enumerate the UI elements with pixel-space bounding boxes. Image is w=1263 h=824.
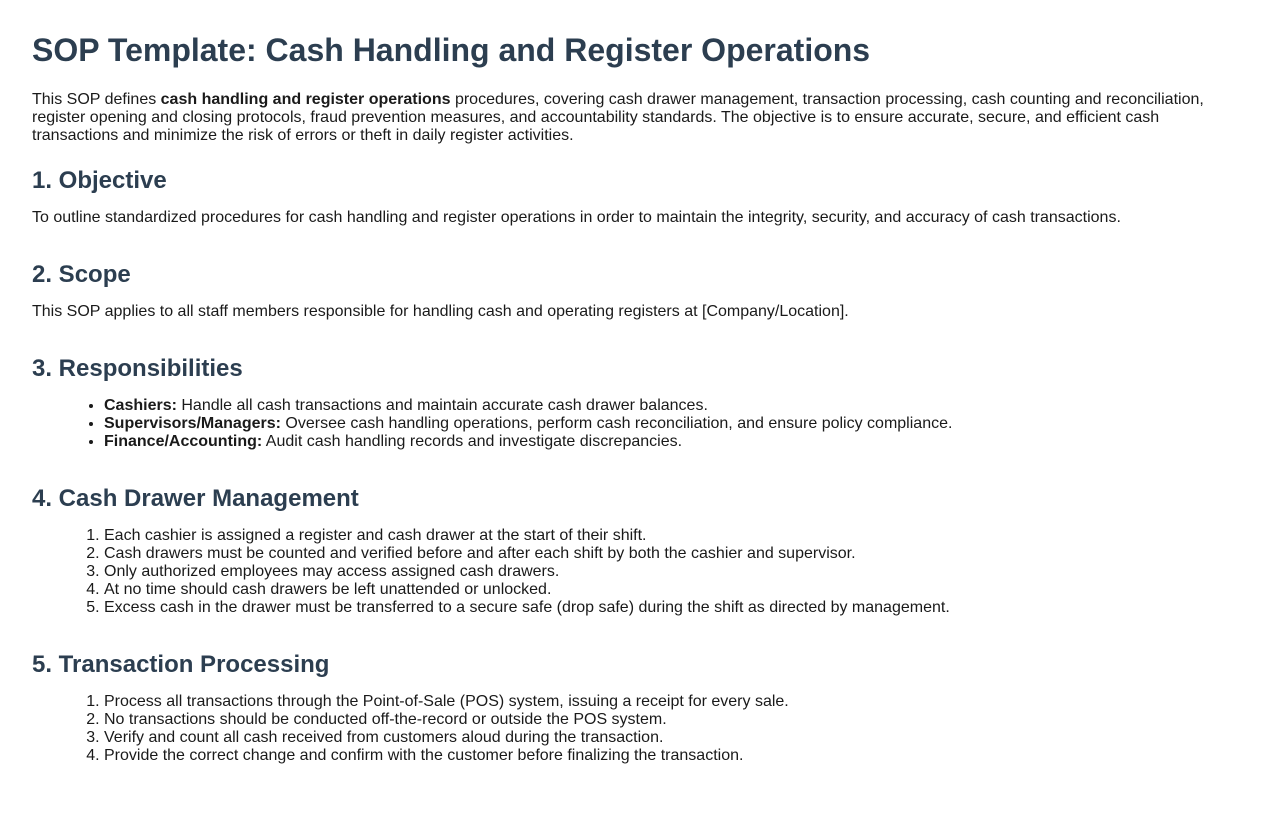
role-label: Finance/Accounting: xyxy=(104,433,263,450)
section-heading-transactions: 5. Transaction Processing xyxy=(32,651,330,678)
role-text: Audit cash handling records and investigate discrepancies. xyxy=(262,433,683,450)
drawer-list xyxy=(32,527,1231,617)
page-title: SOP Template: Cash Handling and Register Operations xyxy=(32,32,871,68)
intro-prefix: This SOP defines xyxy=(32,91,161,108)
transactions-list xyxy=(32,693,1231,765)
role-label: Cashiers: xyxy=(104,397,177,414)
section-heading-scope: 2. Scope xyxy=(32,261,131,288)
intro-paragraph xyxy=(32,91,1222,145)
list-item: 1. Each cashier is assigned a register and cash drawer at the start of their shift. xyxy=(104,527,1231,545)
role-text: Oversee cash handling operations, perform cash reconciliation, and ensure policy compliance. xyxy=(280,415,953,432)
role-text: Handle all cash transactions and maintain accurate cash drawer balances. xyxy=(176,397,708,414)
list-item: 1. Process all transactions through the Point-of-Sale (POS) system, issuing a receipt for every sale. xyxy=(104,693,1231,711)
intro-bold: cash handling and register operations xyxy=(160,91,451,108)
role-label: Supervisors/Managers: xyxy=(104,415,281,432)
section-heading-objective: 1. Objective xyxy=(32,167,167,194)
list-item: 4. At no time should cash drawers be left unattended or unlocked. xyxy=(104,581,1231,599)
section-heading-drawer: 4. Cash Drawer Management xyxy=(32,485,359,512)
section-heading-responsibilities: 3. Responsibilities xyxy=(32,355,243,382)
document xyxy=(0,30,1263,765)
list-item xyxy=(104,397,1231,415)
list-item: 2. No transactions should be conducted off-the-record or outside the POS system. xyxy=(104,711,1231,729)
intro-suffix: procedures, covering cash drawer management, transaction processing, cash counting and reconciliation, register opening and closing protocols, fraud prevention measures, and accountability standards. The objective is to ensure accurate, secure, and efficient cash transactions and minimize the risk of errors or theft in daily register activities. xyxy=(32,91,1204,144)
list-item xyxy=(104,415,1231,433)
list-item: 2. Cash drawers must be counted and verified before and after each shift by both the cashier and supervisor. xyxy=(104,545,1231,563)
list-item: 4. Provide the correct change and confirm with the customer before finalizing the transaction. xyxy=(104,747,1231,765)
list-item: 5. Excess cash in the drawer must be transferred to a secure safe (drop safe) during the shift as directed by management. xyxy=(104,599,1231,617)
list-item: 3. Verify and count all cash received from customers aloud during the transaction. xyxy=(104,729,1231,747)
list-item xyxy=(104,433,1231,451)
scope-text: This SOP applies to all staff members responsible for handling cash and operating registers at [Company/Location]. xyxy=(32,303,849,320)
objective-text: To outline standardized procedures for cash handling and register operations in order to maintain the integrity, security, and accuracy of cash transactions. xyxy=(32,209,1121,226)
responsibilities-list xyxy=(32,397,1231,451)
list-item: 3. Only authorized employees may access assigned cash drawers. xyxy=(104,563,1231,581)
